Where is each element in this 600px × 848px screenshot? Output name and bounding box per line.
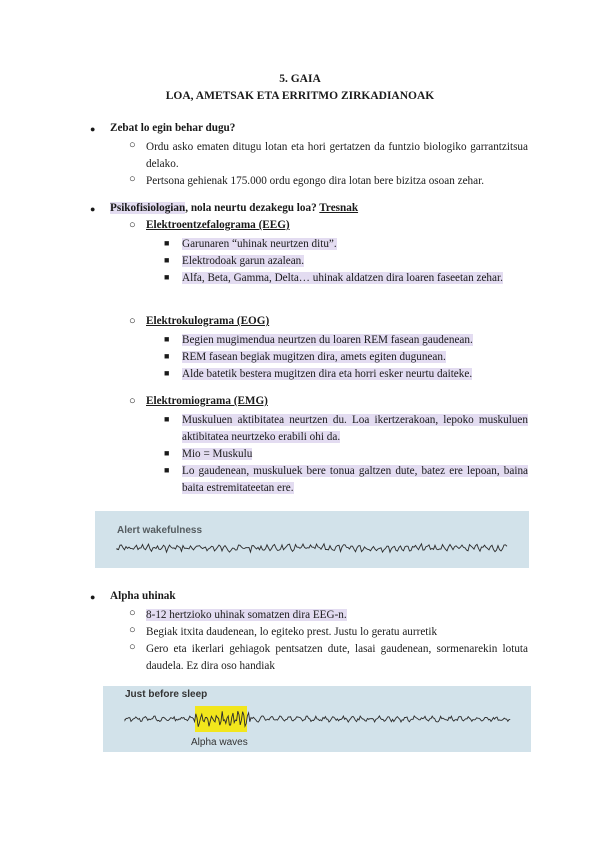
list-item: Ordu asko ematen ditugu lotan eta hori gertatzen da funtzio biologiko garrantzitsua delako.: [146, 141, 528, 170]
heading-text: , nola neurtu dezakegu loa?: [185, 202, 320, 214]
square-bullet-icon: ■: [164, 351, 170, 361]
square-bullet-icon: ■: [164, 255, 170, 265]
square-bullet-icon: ■: [164, 414, 170, 424]
circle-bullet-icon: ○: [129, 173, 136, 185]
eeg-trace-wakefulness: [95, 511, 529, 568]
section-heading-alpha-waves: Alpha uhinak: [110, 590, 176, 602]
heading-highlight: Psikofisiologian: [110, 202, 186, 214]
list-item: Elektrodoak garun azalean.: [182, 255, 305, 267]
list-item: Begiak itxita daudenean, lo egiteko prest. Justu lo geratu aurretik: [146, 626, 438, 638]
alpha-waves-caption: Alpha waves: [191, 737, 248, 748]
eeg-title: Elektroentzefalograma (EEG): [146, 219, 290, 231]
circle-bullet-icon: ○: [129, 607, 136, 619]
eog-title: Elektrokulograma (EOG): [146, 315, 270, 327]
list-item: Muskuluen aktibitatea neurtzen du. Loa ikertzerakoan, lepoko muskuluen aktibitatea neurtzeko erabili ohi da.: [182, 414, 528, 443]
eeg-wakefulness-figure: [95, 511, 529, 568]
heading-tools-link: Tresnak: [319, 202, 359, 214]
list-item: Lo gaudenean, muskuluek bere tonua galtzen dute, batez ere lepoan, baina baita estremitateetan ere.: [182, 465, 528, 494]
circle-bullet-icon: ○: [129, 315, 136, 327]
section-heading-sleep-hours: Zebat lo egin behar dugu?: [110, 122, 236, 134]
figure-label: Alert wakefulness: [117, 525, 203, 536]
circle-bullet-icon: ○: [129, 395, 136, 407]
bullet-icon: ●: [90, 592, 96, 602]
circle-bullet-icon: ○: [129, 641, 136, 653]
list-item: REM fasean begiak mugitzen dira, amets egiten dugunean.: [182, 351, 446, 363]
square-bullet-icon: ■: [164, 334, 170, 344]
figure-label: Just before sleep: [125, 689, 208, 700]
square-bullet-icon: ■: [164, 448, 170, 458]
list-item: Garunaren “uhinak neurtzen ditu”.: [182, 238, 337, 250]
list-item: Alde batetik bestera mugitzen dira eta horri esker neurtu daiteke.: [182, 368, 473, 380]
square-bullet-icon: ■: [164, 368, 170, 378]
list-item: Mio = Muskulu: [182, 448, 253, 460]
circle-bullet-icon: ○: [129, 139, 136, 151]
chapter-number: 5. GAIA: [279, 73, 321, 85]
circle-bullet-icon: ○: [129, 624, 136, 636]
square-bullet-icon: ■: [164, 465, 170, 475]
square-bullet-icon: ■: [164, 238, 170, 248]
circle-bullet-icon: ○: [129, 219, 136, 231]
list-item: Begien mugimendua neurtzen du loaren REM fasean gaudenean.: [182, 334, 473, 346]
bullet-icon: ●: [90, 124, 96, 134]
emg-title: Elektromiograma (EMG): [146, 395, 268, 407]
list-item: 8-12 hertzioko uhinak somatzen dira EEG-n.: [146, 609, 347, 621]
eeg-trace-before-sleep: [103, 686, 531, 752]
bullet-icon: ●: [90, 204, 96, 214]
list-item: Pertsona gehienak 175.000 ordu egongo dira lotan bere bizitza osoan zehar.: [146, 175, 485, 187]
eeg-before-sleep-figure: [103, 686, 531, 752]
page-title: LOA, AMETSAK ETA ERRITMO ZIRKADIANOAK: [165, 90, 435, 102]
list-item: Gero eta ikerlari gehiagok pentsatzen dute, lasai gaudenean, sormenarekin lotuta daudela. Ez dira oso handiak: [146, 643, 528, 672]
list-item: Alfa, Beta, Gamma, Delta… uhinak aldatzen dira loaren faseetan zehar.: [182, 272, 503, 284]
square-bullet-icon: ■: [164, 272, 170, 282]
section-heading-measure-sleep: [110, 202, 358, 214]
